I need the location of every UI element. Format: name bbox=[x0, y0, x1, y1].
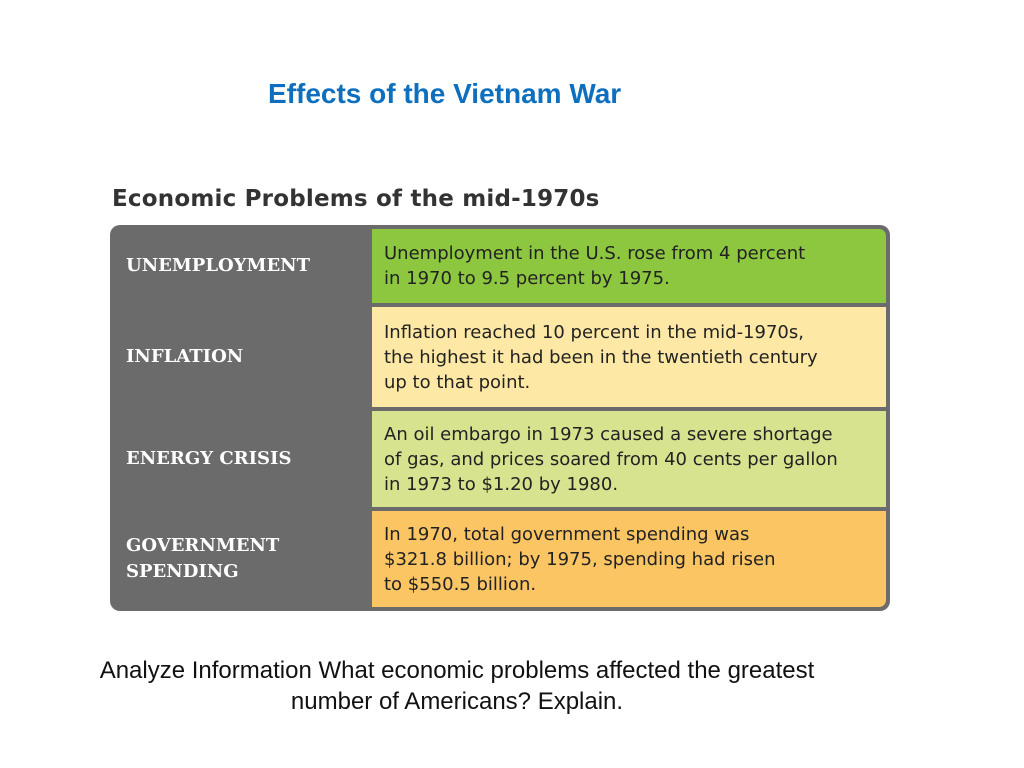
row-description: Inflation reached 10 percent in the mid-1970s, the highest it had been in the twentieth century up to that point. bbox=[372, 307, 886, 407]
table-row-inflation bbox=[114, 307, 886, 407]
row-description: Unemployment in the U.S. rose from 4 percent in 1970 to 9.5 percent by 1975. bbox=[372, 229, 886, 303]
economic-problems-table bbox=[110, 225, 890, 611]
slide-title: Effects of the Vietnam War bbox=[268, 78, 622, 109]
row-description: An oil embargo in 1973 caused a severe shortage of gas, and prices soared from 40 cents per gallon in 1973 to $1.20 by 1980. bbox=[372, 411, 886, 507]
table-row-government-spending bbox=[114, 511, 886, 607]
row-label: UNEMPLOYMENT bbox=[114, 229, 368, 303]
table-row-unemployment bbox=[114, 229, 886, 303]
table-title: Economic Problems of the mid-1970s bbox=[112, 186, 600, 212]
row-label: INFLATION bbox=[114, 307, 368, 407]
analysis-question: Analyze Information What economic problems affected the greatest number of Americans? Explain. bbox=[99, 657, 815, 715]
row-description: In 1970, total government spending was $321.8 billion; by 1975, spending had risen to $550.5 billion. bbox=[372, 511, 886, 607]
row-label: GOVERNMENT SPENDING bbox=[114, 511, 368, 607]
table-row-energy-crisis bbox=[114, 411, 886, 507]
row-label: ENERGY CRISIS bbox=[114, 411, 368, 507]
